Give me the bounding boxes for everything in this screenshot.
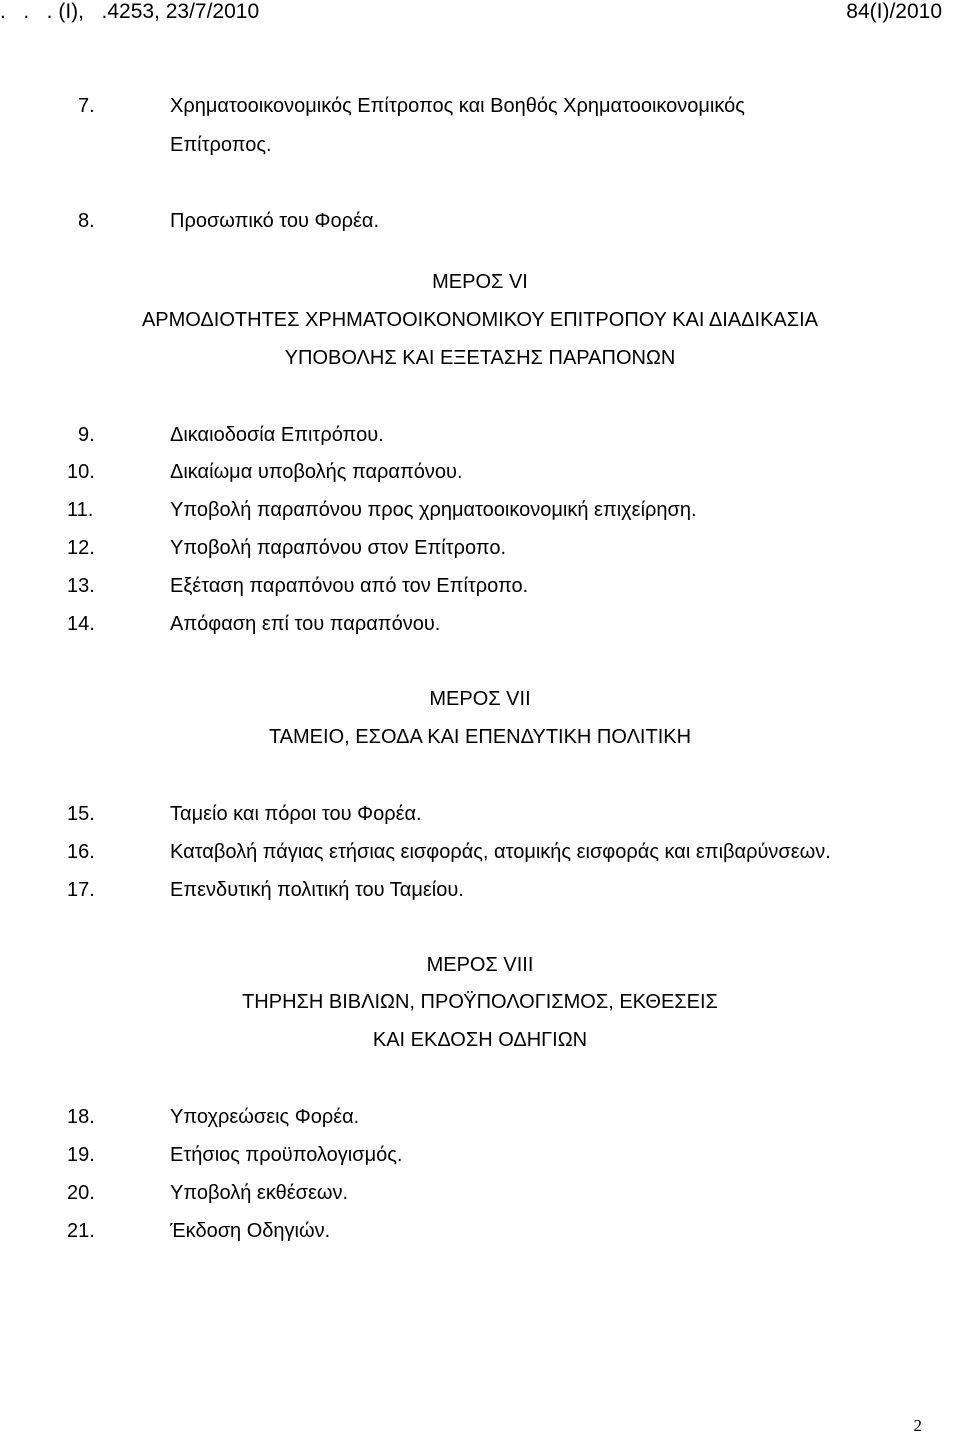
item-number: 15. [67, 803, 95, 825]
item-text: Εξέταση παραπόνου από τον Επίτροπο. [170, 575, 529, 597]
part-heading: ΜΕΡΟΣ VII [429, 688, 531, 710]
item-text: Απόφαση επί του παραπόνου. [170, 613, 441, 635]
item-number: 20. [67, 1182, 95, 1204]
header-gazette-reference: . . . (Ι), .4253, 23/7/2010 [0, 0, 260, 23]
item-text: Υποβολή παραπόνου προς χρηματοοικονομική επιχείρηση. [170, 499, 697, 521]
item-number: 13. [67, 575, 95, 597]
part-heading: ΜΕΡΟΣ VIII [426, 954, 534, 976]
item-text: Προσωπικό του Φορέα. [170, 210, 380, 232]
item-number: 19. [67, 1144, 95, 1166]
item-text: Δικαίωμα υποβολής παραπόνου. [170, 461, 463, 483]
part-title: ΚΑΙ ΕΚΔΟΣΗ ΟΔΗΓΙΩΝ [372, 1029, 588, 1051]
item-text: Υποβολή παραπόνου στον Επίτροπο. [170, 537, 506, 559]
item-number: 8. [78, 210, 95, 232]
item-number: 7. [78, 95, 95, 117]
item-number: 18. [67, 1106, 95, 1128]
item-number: 14. [67, 613, 95, 635]
item-number: 10. [67, 461, 95, 483]
item-text: Χρηματοοικονομικός Επίτροπος και Βοηθός Χρηματοοικονομικός [170, 95, 745, 117]
item-text: Επενδυτική πολιτική του Ταμείου. [170, 879, 464, 901]
item-text: Υποβολή εκθέσεων. [170, 1182, 349, 1204]
item-text: Ετήσιος προϋπολογισμός. [170, 1144, 403, 1166]
item-number: 17. [67, 879, 95, 901]
item-text-continuation: Επίτροπος. [170, 134, 272, 156]
header-law-number: 84(Ι)/2010 [846, 0, 942, 23]
item-number: 12. [67, 537, 95, 559]
part-title: ΑΡΜΟΔΙΟΤΗΤΕΣ ΧΡΗΜΑΤΟΟΙΚΟΝΟΜΙΚΟΥ ΕΠΙΤΡΟΠΟΥ ΚΑΙ ΔΙΑΔΙΚΑΣΙΑ [141, 309, 819, 331]
item-number: 16. [67, 841, 95, 863]
page-number: 2 [913, 1416, 922, 1435]
item-text: Δικαιοδοσία Επιτρόπου. [170, 424, 384, 446]
item-number: 9. [78, 424, 95, 446]
item-text: Έκδοση Οδηγιών. [170, 1220, 331, 1242]
item-text: Υποχρεώσεις Φορέα. [170, 1106, 360, 1128]
part-title: ΥΠΟΒΟΛΗΣ ΚΑΙ ΕΞΕΤΑΣΗΣ ΠΑΡΑΠΟΝΩΝ [284, 347, 676, 369]
part-heading: ΜΕΡΟΣ VI [432, 271, 528, 293]
part-title: ΤΗΡΗΣΗ ΒΙΒΛΙΩΝ, ΠΡΟΫΠΟΛΟΓΙΣΜΟΣ, ΕΚΘΕΣΕΙΣ [242, 991, 718, 1013]
item-text: Καταβολή πάγιας ετήσιας εισφοράς, ατομικής εισφοράς και επιβαρύνσεων. [170, 841, 831, 863]
part-title: ΤΑΜΕΙΟ, ΕΣΟΔΑ ΚΑΙ ΕΠΕΝΔΥΤΙΚΗ ΠΟΛΙΤΙΚΗ [268, 726, 692, 748]
item-text: Ταμείο και πόροι του Φορέα. [170, 803, 422, 825]
item-number: 21. [67, 1220, 95, 1242]
item-number: 11. [67, 499, 94, 521]
